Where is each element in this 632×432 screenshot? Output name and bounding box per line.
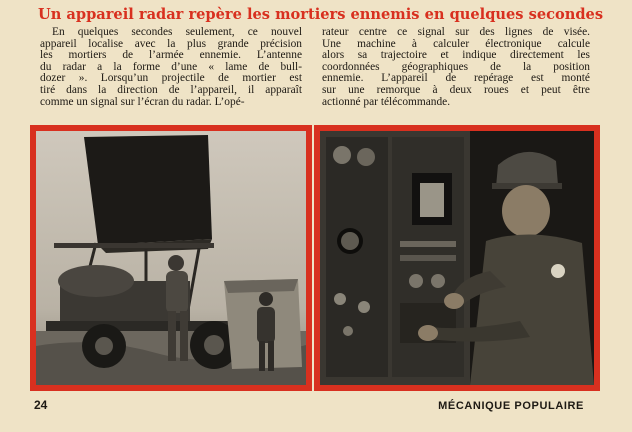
page-number: 24 xyxy=(34,398,48,412)
radar-trailer-photo xyxy=(36,131,306,385)
photo-frame-radar-operator xyxy=(314,125,600,391)
text-line: du radar a la forme d’une « lame de bull- xyxy=(40,60,302,73)
text-line: Une machine à calculer électronique calcule xyxy=(322,37,590,50)
text-line: ennemie. L’appareil de repérage est monté xyxy=(322,72,590,85)
text-line: actionné par télécommande. xyxy=(322,95,451,108)
photo-frame-radar-trailer xyxy=(30,125,312,391)
text-line: les mortiers de l’armée ennemie. L’antenne xyxy=(40,49,302,62)
article-column-right xyxy=(322,27,590,108)
magazine-name: MÉCANIQUE POPULAIRE xyxy=(438,400,584,412)
text-line: tiré dans la direction de l’appareil, il apparaît xyxy=(40,83,302,96)
radar-operator-photo xyxy=(320,131,594,385)
text-line: alors sa trajectoire et indique directement les xyxy=(322,49,590,62)
text-line: appareil localise avec la plus grande précision xyxy=(40,37,302,50)
text-line: sur une remorque à deux roues et peut être xyxy=(322,83,590,96)
article-headline: Un appareil radar repère les mortiers ennemis en quelques secondes xyxy=(38,6,604,23)
text-line: En quelques secondes seulement, ce nouvel xyxy=(52,26,302,38)
text-line: coordonnées géographiques de la position xyxy=(322,60,590,73)
text-line: dozer ». Lorsqu’un projectile de mortier est xyxy=(40,72,302,85)
article-column-left xyxy=(40,27,302,108)
text-line: comme un signal sur l’écran du radar. L’opé- xyxy=(40,95,245,108)
text-line: rateur centre ce signal sur des lignes de visée. xyxy=(322,26,590,38)
